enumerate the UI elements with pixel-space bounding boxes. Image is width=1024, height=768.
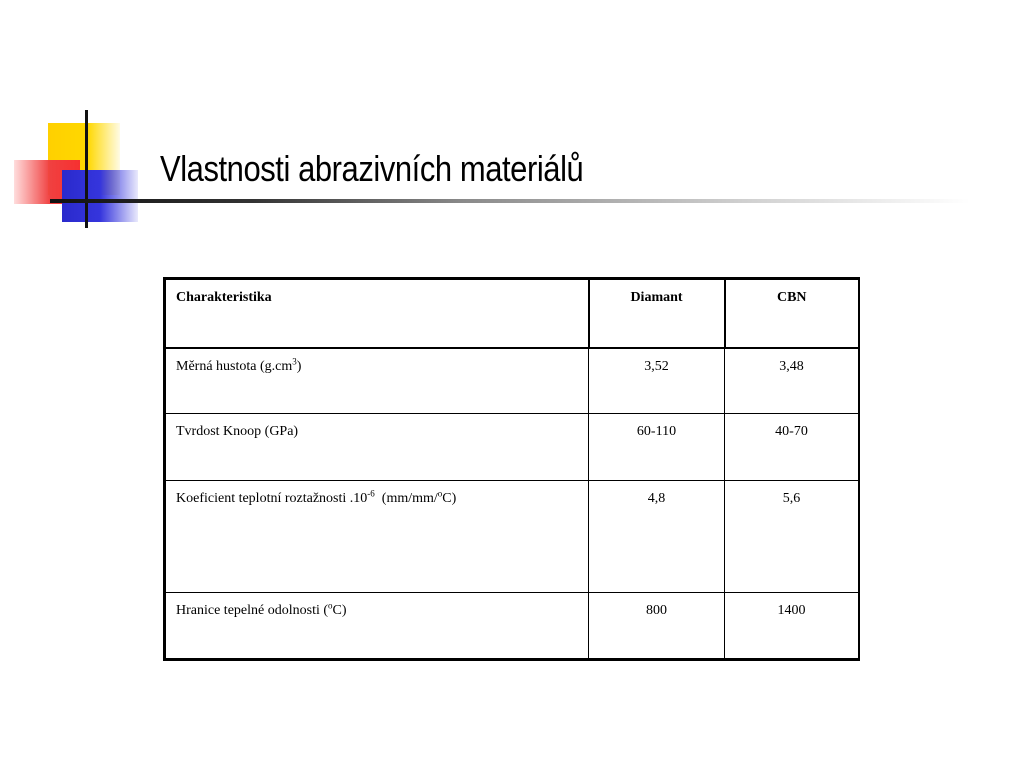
- row-label: Koeficient teplotní roztažnosti $.10^{-6}$ (mm/mm/$^o$C): [166, 481, 589, 593]
- cell-cbn: 3,48: [725, 348, 859, 414]
- blue-square-shape: [62, 170, 138, 222]
- properties-table-grid: [165, 279, 859, 659]
- cell-diamant: 800: [589, 593, 725, 659]
- row-label: Tvrdost Knoop (GPa): [166, 414, 589, 481]
- cell-diamant: 3,52: [589, 348, 725, 414]
- header-charakteristika: Charakteristika: [166, 280, 589, 348]
- cell-diamant: 60-110: [589, 414, 725, 481]
- decorative-logo: [0, 0, 160, 240]
- cell-diamant: 4,8: [589, 481, 725, 593]
- vertical-rule: [85, 110, 88, 228]
- cell-cbn: 1400: [725, 593, 859, 659]
- properties-table: [163, 277, 860, 661]
- header-cbn: CBN: [725, 280, 859, 348]
- cell-cbn: 5,6: [725, 481, 859, 593]
- table-header-row: [166, 280, 859, 348]
- row-label: Měrná hustota $(g.cm^3)$: [166, 348, 589, 414]
- table-row: [166, 414, 859, 481]
- cell-cbn: 40-70: [725, 414, 859, 481]
- table-row: [166, 481, 859, 593]
- table-row: [166, 593, 859, 659]
- slide-title: Vlastnosti abrazivních materiálů: [160, 148, 584, 189]
- title-underline: [50, 199, 970, 203]
- table-row: [166, 348, 859, 414]
- row-label: Hranice tepelné odolnosti ($^o$C): [166, 593, 589, 659]
- header-diamant: Diamant: [589, 280, 725, 348]
